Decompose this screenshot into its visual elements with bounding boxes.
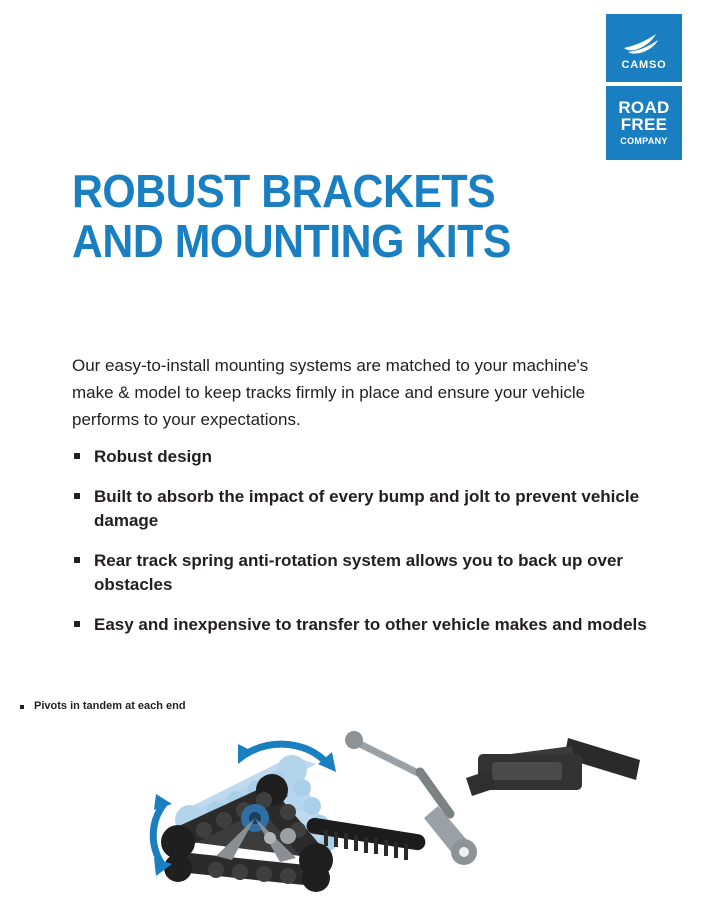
list-item: Built to absorb the impact of every bump and jolt to prevent vehicle damage (72, 485, 652, 533)
road-free-line3: COMPANY (620, 136, 668, 146)
list-item: Rear track spring anti-rotation system allows you to back up over obstacles (72, 549, 652, 597)
page-title-line-2: AND MOUNTING KITS (72, 215, 511, 267)
road-free-line1: ROAD (618, 98, 670, 117)
camso-swoosh-icon (622, 30, 666, 56)
feature-bullet-list (72, 445, 652, 653)
intro-paragraph (72, 352, 632, 433)
road-free-company-logo (606, 86, 682, 160)
mounting-bracket-rail-photo (466, 738, 640, 796)
page-title (72, 166, 593, 266)
list-item: Easy and inexpensive to transfer to other vehicle makes and models (72, 613, 652, 637)
intro-text: Our easy-to-install mounting systems are matched to your machine's make & model to keep tracks firmly in place and ensure your vehicle performs to your expectations. (72, 356, 589, 429)
brand-logo-block (606, 14, 682, 160)
camso-logo (606, 14, 682, 82)
camso-wordmark: CAMSO (621, 58, 667, 71)
page-title-line-1: ROBUST BRACKETS (72, 165, 496, 217)
footnote-pivots: Pivots in tandem at each end (20, 700, 186, 712)
list-item: Robust design (72, 445, 652, 469)
road-free-line2: FREE (620, 115, 668, 134)
track-pivot-diagram (120, 718, 700, 908)
